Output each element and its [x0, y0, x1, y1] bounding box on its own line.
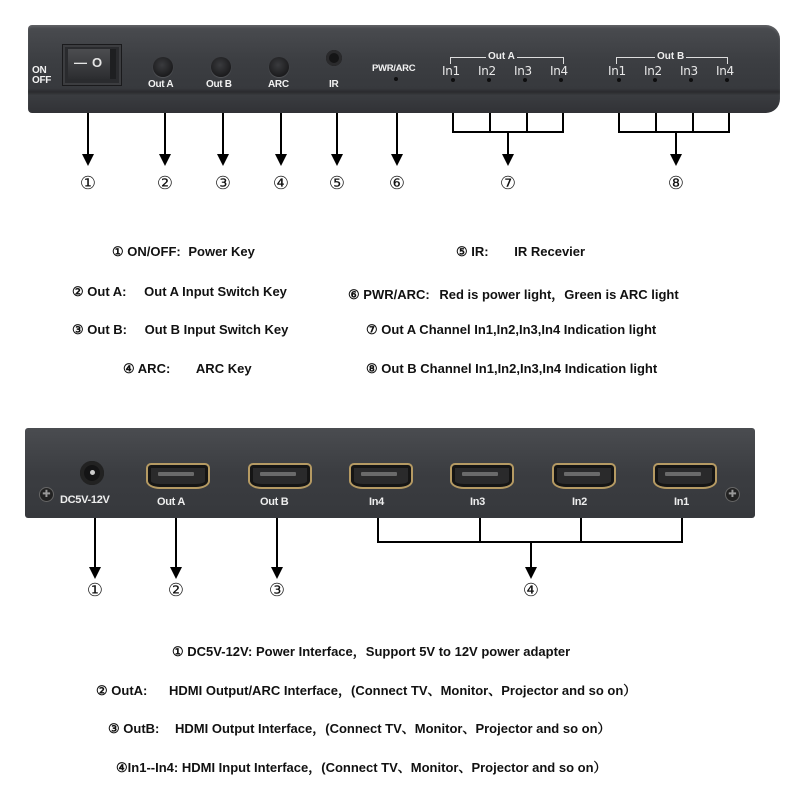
bracket-8-tick: [655, 113, 657, 132]
dc-power-label: DC5V-12V: [60, 494, 110, 506]
legend-value: Power Interface，Support 5V to 12V power adapter: [255, 644, 571, 659]
out-b-in4-label: In4: [716, 64, 734, 78]
legend-item-pwr-arc: [348, 284, 679, 303]
jack-pin: [90, 470, 95, 475]
bracket-7-tick: [526, 113, 528, 132]
back-callout-line-3: [276, 518, 278, 568]
callout-line-3: [222, 113, 224, 155]
hdmi-label-in3: In3: [470, 496, 485, 508]
legend-key: Out A Channel In1,In2,In3,In4 Indication light: [381, 322, 657, 337]
legend-value: Out B Input Switch Key: [144, 322, 289, 337]
legend-key: Out B:: [87, 322, 127, 337]
callout-line-2: [164, 113, 166, 155]
legend-key: Out A:: [87, 284, 127, 299]
arrow-down-icon: [159, 154, 171, 166]
legend-num: ②: [96, 683, 108, 698]
out-a-in1-led: [451, 78, 455, 82]
legend-key: Out B Channel In1,In2,In3,In4 Indication light: [381, 361, 658, 376]
callout-number-8: ⑧: [667, 173, 685, 194]
legend-item-arc: [123, 361, 252, 377]
legend-key: OutB:: [123, 721, 160, 736]
legend-num: ③: [72, 322, 84, 337]
legend-item-out-a: [72, 284, 287, 300]
legend-key: PWR/ARC:: [363, 287, 430, 302]
out-b-in3-led: [689, 78, 693, 82]
legend-item-on-off: [112, 244, 255, 260]
bracket-8-bar: [618, 131, 730, 133]
legend-key: OutA:: [111, 683, 148, 698]
arrow-down-icon: [391, 154, 403, 166]
legend-num: ①: [112, 244, 124, 259]
out-a-in4-label: In4: [550, 64, 568, 78]
legend-value: Red is power light，Green is ARC light: [439, 287, 679, 302]
arrow-down-icon: [170, 567, 182, 579]
arrow-down-icon: [331, 154, 343, 166]
back-callout-number-2: ②: [167, 580, 185, 601]
out-b-in2-led: [653, 78, 657, 82]
legend-value: Out A Input Switch Key: [144, 284, 287, 299]
screw-icon: ✚: [39, 487, 54, 502]
callout-number-1: ①: [79, 173, 97, 194]
hdmi-port-in3[interactable]: [450, 463, 514, 489]
pwr-arc-led: [394, 77, 398, 81]
legend-value: IR Recevier: [514, 244, 586, 259]
bracket-7-tick: [562, 113, 564, 132]
callout-number-4: ④: [272, 173, 290, 194]
bracket-4-tick: [681, 518, 683, 542]
hdmi-port-out-a[interactable]: [146, 463, 210, 489]
hdmi-label-in4: In4: [369, 496, 384, 508]
arc-button[interactable]: [269, 57, 289, 77]
bracket-8-tick: [618, 113, 620, 132]
screw-icon: ✚: [725, 487, 740, 502]
ir-label: IR: [329, 79, 339, 90]
legend-item-out-b: [72, 322, 288, 338]
callout-number-3: ③: [214, 173, 232, 194]
callout-line-8: [675, 131, 677, 155]
out-a-in4-led: [559, 78, 563, 82]
arrow-down-icon: [271, 567, 283, 579]
legend-num: ②: [72, 284, 84, 299]
back-callout-number-3: ③: [268, 580, 286, 601]
legend-item-out-a-leds: [366, 322, 656, 338]
bracket-4-tick: [377, 518, 379, 542]
legend-num: ⑦: [366, 322, 378, 337]
back-callout-number-1: ①: [86, 580, 104, 601]
out-b-button-label: Out B: [206, 79, 232, 90]
bracket-4-tick: [479, 518, 481, 542]
bracket-8-tick: [692, 113, 694, 132]
out-b-in2-label: In2: [644, 64, 662, 78]
out-a-in2-label: In2: [478, 64, 496, 78]
back-callout-line-1: [94, 518, 96, 568]
out-b-group-title: Out B: [657, 51, 685, 62]
pwr-arc-label: PWR/ARC: [372, 63, 416, 74]
out-b-in1-label: In1: [608, 64, 626, 78]
arrow-down-icon: [82, 154, 94, 166]
out-a-in3-label: In3: [514, 64, 532, 78]
legend-num: ④: [123, 361, 135, 376]
legend-item-out-b-leds: [366, 361, 657, 377]
legend-num: ①: [172, 644, 184, 659]
rocker-off-symbol: O: [92, 55, 103, 70]
power-rocker-switch[interactable]: [68, 49, 116, 79]
callout-line-1: [87, 113, 89, 155]
legend-key: In1--In4:: [127, 760, 179, 775]
legend-value: ARC Key: [195, 361, 252, 376]
out-b-button[interactable]: [211, 57, 231, 77]
out-a-group-title: Out A: [488, 51, 515, 62]
hdmi-port-out-b[interactable]: [248, 463, 312, 489]
out-a-button[interactable]: [153, 57, 173, 77]
hdmi-port-in2[interactable]: [552, 463, 616, 489]
out-b-in4-led: [725, 78, 729, 82]
back-callout-line-2: [175, 518, 177, 568]
dc-power-jack[interactable]: [80, 461, 104, 485]
back-callout-line-4: [530, 541, 532, 568]
legend-value: Power Key: [188, 244, 255, 259]
callout-line-6: [396, 113, 398, 155]
legend-num: ⑧: [366, 361, 378, 376]
bracket-4-tick: [580, 518, 582, 542]
arrow-down-icon: [502, 154, 514, 166]
legend-num: ⑥: [348, 287, 360, 302]
callout-number-6: ⑥: [388, 173, 406, 194]
arrow-down-icon: [89, 567, 101, 579]
back-legend-item-out-a: [96, 680, 636, 699]
off-label: OFF: [32, 75, 52, 86]
legend-num: ⑤: [456, 244, 468, 259]
legend-value: HDMI Output Interface，(Connect TV、Monitor、Projector and so on）: [175, 721, 611, 736]
callout-line-7: [507, 131, 509, 155]
out-b-in1-led: [617, 78, 621, 82]
legend-value: HDMI Input Interface，(Connect TV、Monitor、Projector and so on）: [181, 760, 607, 775]
back-legend-item-out-b: [108, 718, 611, 737]
legend-key: IR:: [471, 244, 489, 259]
bracket-7-tick: [489, 113, 491, 132]
hdmi-label-in1: In1: [674, 496, 689, 508]
callout-line-5: [336, 113, 338, 155]
rocker-on-symbol: —: [74, 55, 87, 70]
back-legend-item-power: [172, 641, 570, 660]
arrow-down-icon: [217, 154, 229, 166]
callout-number-5: ⑤: [328, 173, 346, 194]
bracket-8-tick: [728, 113, 730, 132]
back-callout-number-4: ④: [522, 580, 540, 601]
hdmi-port-in4[interactable]: [349, 463, 413, 489]
out-a-in2-led: [487, 78, 491, 82]
legend-key: DC5V-12V:: [187, 644, 253, 659]
out-a-button-label: Out A: [148, 79, 174, 90]
callout-number-7: ⑦: [499, 173, 517, 194]
legend-key: ARC:: [137, 361, 171, 376]
back-legend-item-inputs: [116, 757, 607, 776]
hdmi-port-in1[interactable]: [653, 463, 717, 489]
ir-receiver-icon: [326, 50, 342, 66]
hdmi-label-out-a: Out A: [157, 496, 186, 508]
legend-item-ir: [456, 244, 585, 260]
callout-line-4: [280, 113, 282, 155]
bracket-7-tick: [452, 113, 454, 132]
out-b-in3-label: In3: [680, 64, 698, 78]
out-a-in3-led: [523, 78, 527, 82]
on-off-label: [32, 66, 51, 86]
legend-num: ④: [116, 760, 128, 775]
legend-key: ON/OFF:: [127, 244, 181, 259]
out-a-in1-label: In1: [442, 64, 460, 78]
arrow-down-icon: [275, 154, 287, 166]
arrow-down-icon: [525, 567, 537, 579]
arrow-down-icon: [670, 154, 682, 166]
hdmi-label-out-b: Out B: [260, 496, 289, 508]
arc-button-label: ARC: [268, 79, 289, 90]
callout-number-2: ②: [156, 173, 174, 194]
on-label: ON: [32, 65, 47, 76]
legend-num: ③: [108, 721, 120, 736]
hdmi-label-in2: In2: [572, 496, 587, 508]
legend-value: HDMI Output/ARC Interface，(Connect TV、Monitor、Projector and so on）: [169, 683, 637, 698]
